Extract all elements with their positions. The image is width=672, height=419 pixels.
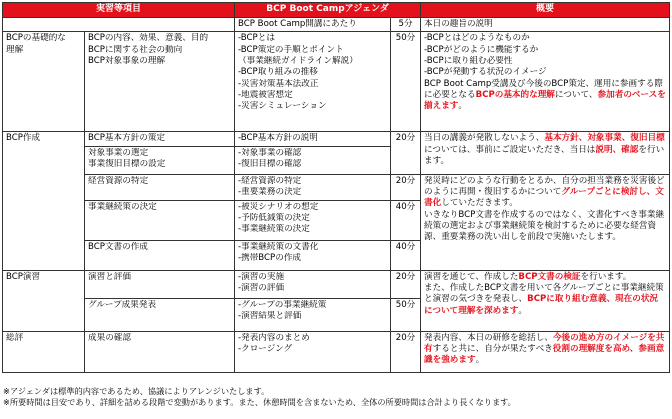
creation-major: BCP作成 <box>3 132 85 270</box>
intro-item <box>3 18 235 32</box>
doc-agenda: -事業継続策の文書化 -携帯BCPの作成 <box>235 240 391 270</box>
strategy-minor: 事業継続策の決定 <box>85 200 235 240</box>
footnotes <box>3 386 669 408</box>
target-time: 20分 <box>391 132 421 174</box>
drill-summary: 演習を通じて、作成したBCP文書の検証を行います。 また、作成したBCP文書を用いて各グループごとに事業継続策と演習の気づきを発表し、BCPに取り組む意義、現在の状況について理解を深めます。 <box>421 270 670 331</box>
group-minor: グループ成果発表 <box>85 298 235 331</box>
policy-summary: 当日の講義が発散しないよう、基本方針、対象事業、復旧目標については、事前にご設定いただき、当日は説明、確認を行います。 <box>421 132 670 174</box>
table-row <box>3 174 670 200</box>
resource-time: 20分 <box>391 174 421 200</box>
header-row <box>3 3 670 18</box>
drill-agenda: -演習の実施 -演習の評価 <box>235 270 391 298</box>
table-row <box>3 270 670 298</box>
table-row <box>3 132 670 146</box>
footnote: ※アジェンダは標準的内容であるため、協議によりアレンジいたします。 <box>3 386 270 396</box>
strategy-agenda: -被災シナリオの想定 -予防低減策の決定 -事業継続策の決定 <box>235 200 391 240</box>
table-row <box>3 32 670 132</box>
target-minor: 対象事業の選定 事業復旧目標の設定 <box>85 146 235 174</box>
resource-minor: 経営資源の特定 <box>85 174 235 200</box>
drill-minor: 演習と評価 <box>85 270 235 298</box>
intro-summary: 本日の趣旨の説明 <box>421 18 670 32</box>
review-summary: 発表内容、本日の研修を総括し、今後の進め方のイメージを共有すると共に、自分が果たすべき役割の理解度を高め、参画意識を強めます。 <box>421 331 670 372</box>
basics-summary: -BCPとはどのようなものか -BCPがどのように機能するか -BCPに取り組む必要性 -BCPが発動する状況のイメージ BCP Boot Camp受講及び今後のBCP策定、運用に参画する際に必要となるBCPの基本的な理解について、参加者のベースを揃えます。 <box>421 32 670 132</box>
intro-agenda: BCP Boot Camp開講にあたり <box>235 18 391 32</box>
table-row <box>3 331 670 372</box>
footnote: ※所要時間は目安であり、詳細を詰める段階で変動があります。また、休憩時間を含まないため、全体の所要時間は合計より長くなります。 <box>3 397 516 408</box>
drill-time: 20分 <box>391 270 421 298</box>
group-time: 50分 <box>391 298 421 331</box>
policy-minor: BCP基本方針の策定 <box>85 132 235 146</box>
doc-time: 40分 <box>391 240 421 270</box>
review-major: 総評 <box>3 331 85 372</box>
policy-agenda: -BCP基本方針の説明 <box>235 132 391 146</box>
strategy-time: 40分 <box>391 200 421 240</box>
review-agenda: -発表内容のまとめ -クロージング <box>235 331 391 372</box>
resource-agenda: -経営資源の特定 -重要業務の決定 <box>235 174 391 200</box>
agenda-table <box>2 2 670 373</box>
drill-major: BCP演習 <box>3 270 85 331</box>
header-agenda: BCP Boot Campアジェンダ <box>235 3 421 18</box>
target-agenda: -対象事業の確認 -復旧目標の確認 <box>235 146 391 174</box>
table-row <box>3 18 670 32</box>
header-item: 実習等項目 <box>3 3 235 18</box>
basics-agenda: -BCPとは -BCP策定の手順とポイント （事業継続ガイドライン解説） -BCP取り組みの推移 -災害対策基本法改正 -地震被害想定 -災害シミュレーション <box>235 32 391 132</box>
basics-major: BCPの基礎的な 理解 <box>3 32 85 132</box>
review-minor: 成果の確認 <box>85 331 235 372</box>
strategy-summary: 発災時にどのような行動をとるか、自分の担当業務を災害後どのように再開・復旧するかについてグループごとに検討し、文書化していただきます。 いきなりBCP文書を作成するのではなく、文書化すべき事業継続策の選定および事業継続策を検討するために必要な経営資源、重要業務の洗い出しを前段で実施いたします。 <box>421 174 670 270</box>
basics-minor: BCPの内容、効果、意義、目的 BCPに関する社会の動向 BCP対象事象の理解 <box>85 32 235 132</box>
review-time: 20分 <box>391 331 421 372</box>
doc-minor: BCP文書の作成 <box>85 240 235 270</box>
basics-time: 50分 <box>391 32 421 132</box>
group-agenda: -グループの事業継続策 -演習結果と評価 <box>235 298 391 331</box>
header-summary: 概要 <box>421 3 670 18</box>
intro-time: 5分 <box>391 18 421 32</box>
